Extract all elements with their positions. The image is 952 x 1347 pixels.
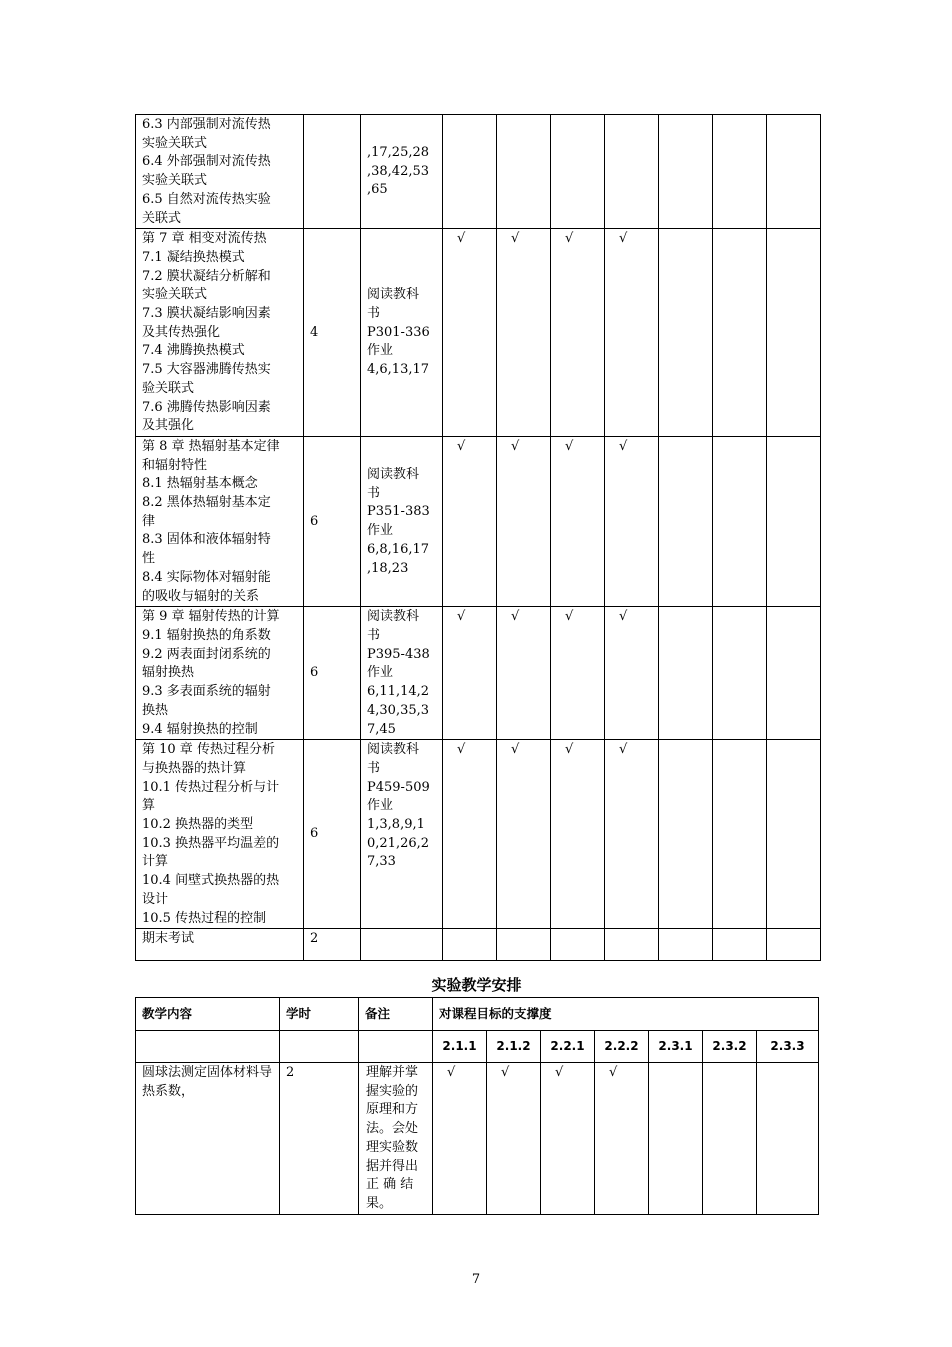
theory_rows.0.content-line: 6.5 自然对流传热实验 [142,191,271,207]
checkmark-icon: √ [555,1065,564,1080]
experiment.rows.0.notes-line: 正 确 结 [366,1177,414,1193]
theory-hours-cell: 2 [304,929,361,961]
theory-content-cell [136,436,304,606]
theory_rows.1.content-line: 7.6 沸腾传热影响因素 [142,399,271,415]
experiment.rows.0.notes-line: 理解并掌 [366,1065,419,1080]
theory_rows.3.notes-line: P395-438 [367,646,430,662]
theory-row [136,436,821,606]
theory-notes-cell [361,436,443,606]
theory_rows.2.notes-line: 书 [367,485,381,501]
objective-2-1-2: 2.1.2 [487,1031,541,1063]
experiment-notes-cell [359,1063,433,1215]
support-cell [713,740,767,929]
theory-notes-cell [361,229,443,437]
theory-hours-cell: 6 [304,436,361,606]
support-cell [713,115,767,229]
support-cell [443,115,497,229]
blank-cell [280,1031,359,1063]
theory_rows.4.content-line: 算 [142,798,156,814]
theory_rows.2.content-line: 性 [142,551,156,567]
experiment-header-row [136,998,819,1031]
theory_rows.4.content-line: 10.4 间壁式换热器的热 [142,873,280,889]
experiment-content-text: 圆球法测定固体材料导热系数， [142,1065,273,1099]
experiment-schedule-table [135,997,819,1215]
theory_rows.0.notes-line: ,17,25,28 [367,145,430,161]
theory_rows.2.content-line: 8.4 实际物体对辐射能 [142,569,271,585]
experiment-hours-cell: 2 [280,1063,359,1215]
support-cell [713,436,767,606]
theory_rows.2.content-line: 第 8 章 热辐射基本定律 [142,438,280,454]
theory_rows.3.content-line: 9.2 两表面封闭系统的 [142,646,271,662]
theory_rows.4.notes-line: 0,21,26,2 [367,835,430,851]
theory-content-cell [136,115,304,229]
objective-2-3-1: 2.3.1 [649,1031,703,1063]
theory-row [136,607,821,740]
theory-notes-cell [361,929,443,961]
support-cell [443,740,497,929]
support-cell [605,740,659,929]
support-cell [757,1063,819,1215]
experiment.rows.0.notes-line: 果。 [366,1195,393,1211]
header-hours: 学时 [280,998,359,1031]
theory_rows.3.notes-line: 阅读教科 [367,609,420,625]
theory-row [136,115,821,229]
theory_rows.0.notes-line: ,38,42,53 [367,163,430,179]
theory-content-cell [136,740,304,929]
checkmark-icon: √ [457,742,466,758]
support-cell [605,607,659,740]
theory-content-cell [136,229,304,437]
experiment.rows.0.notes-line: 据并得出 [366,1158,419,1174]
support-cell [551,607,605,740]
theory_rows.1.notes-line: 4,6,13,17 [367,362,430,378]
checkmark-icon: √ [511,231,520,247]
checkmark-icon: √ [501,1065,510,1080]
theory_rows.3.content-line: 9.1 辐射换热的角系数 [142,627,271,643]
header-support: 对课程目标的支撑度 [433,998,819,1031]
theory_rows.2.content-line: 律 [142,513,156,529]
checkmark-icon: √ [457,438,466,454]
theory_rows.1.content-line: 及其传热强化 [142,324,221,340]
theory_rows.4.content-line: 设计 [142,891,169,907]
support-cell [659,229,713,437]
theory-notes-cell [361,115,443,229]
theory_rows.2.notes-line: ,18,23 [367,560,409,576]
support-cell [497,929,551,961]
support-cell [659,929,713,961]
theory_rows.2.notes-line: 作业 [367,523,394,539]
theory-schedule-body [136,115,821,961]
support-cell [551,740,605,929]
theory_rows.4.content-line: 10.2 换热器的类型 [142,817,254,833]
theory_rows.4.notes-line: P459-509 [367,779,430,795]
checkmark-icon: √ [511,742,520,758]
support-cell [605,229,659,437]
theory-hours-cell: 6 [304,740,361,929]
theory_rows.2.notes-line: P351-383 [367,504,430,520]
checkmark-icon: √ [457,231,466,247]
theory_rows.1.content-line: 实验关联式 [142,287,208,303]
theory-hours-cell: 4 [304,229,361,437]
support-cell [497,115,551,229]
theory_rows.0.content-line: 关联式 [142,210,182,226]
support-cell [595,1063,649,1215]
theory_rows.3.content-line: 9.4 辐射换热的控制 [142,721,258,737]
support-cell [703,1063,757,1215]
theory_rows.0.notes-line: ,65 [367,182,388,198]
theory_rows.3.notes-line: 7,45 [367,721,396,737]
theory_rows.1.notes-line: 阅读教科 [367,287,420,303]
support-cell [767,229,821,437]
support-cell [551,436,605,606]
theory_rows.4.notes-line: 作业 [367,798,394,814]
theory_rows.3.notes-line: 作业 [367,665,394,681]
checkmark-icon: √ [619,609,628,625]
support-cell [497,740,551,929]
checkmark-icon: √ [511,609,520,625]
checkmark-icon: √ [565,231,574,247]
support-cell [659,607,713,740]
checkmark-icon: √ [447,1065,456,1080]
theory_rows.4.content-line: 10.5 传热过程的控制 [142,910,267,926]
experiment.rows.0.notes-line: 原理和方 [366,1102,419,1118]
experiment-rows [136,1063,819,1215]
page-number: 7 [471,1272,481,1287]
theory_rows.5.content-line: 期末考试 [142,931,195,947]
theory_rows.1.notes-line: P301-336 [367,324,430,340]
theory_rows.4.content-line: 10.3 换热器平均温差的 [142,835,280,851]
theory_rows.1.notes-line: 书 [367,306,381,322]
experiment.rows.0.notes-line: 法。会处 [366,1121,419,1137]
theory_rows.4.content-line: 与换热器的热计算 [142,760,247,776]
support-cell [551,929,605,961]
support-cell [605,115,659,229]
experiment-content-cell [136,1063,280,1215]
support-cell [605,436,659,606]
support-cell [767,607,821,740]
experiment-row [136,1063,819,1215]
support-cell [659,115,713,229]
theory-schedule-table [135,114,821,961]
checkmark-icon: √ [457,609,466,625]
support-cell [551,115,605,229]
support-cell [767,740,821,929]
support-cell [497,436,551,606]
support-cell [443,929,497,961]
theory_rows.3.content-line: 辐射换热 [142,665,195,681]
theory_rows.1.content-line: 7.4 沸腾换热模式 [142,343,245,359]
blank-cell [359,1031,433,1063]
theory_rows.3.notes-line: 4,30,35,3 [367,702,430,718]
support-cell [767,115,821,229]
support-cell [659,740,713,929]
theory-hours-cell [304,115,361,229]
objectives-header-row [136,1031,819,1063]
theory_rows.1.notes-line: 作业 [367,343,394,359]
support-cell [433,1063,487,1215]
objective-2-1-1: 2.1.1 [433,1031,487,1063]
checkmark-icon: √ [619,438,628,454]
experiment.rows.0.notes-line: 握实验的 [366,1083,419,1099]
theory-content-cell [136,607,304,740]
theory_rows.3.notes-line: 书 [367,627,381,643]
support-cell [497,607,551,740]
theory_rows.4.content-line: 10.1 传热过程分析与计 [142,779,280,795]
theory-row [136,929,821,961]
checkmark-icon: √ [619,231,628,247]
theory_rows.2.content-line: 8.3 固体和液体辐射特 [142,532,271,548]
theory_rows.4.notes-line: 1,3,8,9,1 [367,817,425,833]
theory_rows.4.content-line: 计算 [142,854,169,870]
support-cell [649,1063,703,1215]
theory_rows.2.content-line: 和辐射特性 [142,457,208,473]
theory_rows.4.content-line: 第 10 章 传热过程分析 [142,742,275,758]
support-cell [443,436,497,606]
theory_rows.1.content-line: 及其强化 [142,418,195,434]
objective-2-2-2: 2.2.2 [595,1031,649,1063]
theory_rows.1.content-line: 7.5 大容器沸腾传热实 [142,362,271,378]
checkmark-icon: √ [619,742,628,758]
theory_rows.3.content-line: 9.3 多表面系统的辐射 [142,684,271,700]
theory_rows.3.notes-line: 6,11,14,2 [367,684,430,700]
support-cell [443,229,497,437]
theory-row [136,740,821,929]
theory-content-cell [136,929,304,961]
checkmark-icon: √ [565,609,574,625]
support-cell [767,929,821,961]
objective-2-3-3: 2.3.3 [757,1031,819,1063]
header-notes: 备注 [359,998,433,1031]
checkmark-icon: √ [609,1065,618,1080]
support-cell [551,229,605,437]
theory_rows.4.notes-line: 书 [367,760,381,776]
support-cell [767,436,821,606]
support-cell [487,1063,541,1215]
theory-notes-cell [361,607,443,740]
theory_rows.4.notes-line: 7,33 [367,854,396,870]
checkmark-icon: √ [565,742,574,758]
theory_rows.1.content-line: 第 7 章 相变对流传热 [142,231,267,247]
support-cell [713,607,767,740]
theory_rows.3.content-line: 换热 [142,702,169,718]
theory_rows.2.notes-line: 6,8,16,17 [367,541,430,557]
theory_rows.1.content-line: 7.2 膜状凝结分析解和 [142,268,271,284]
theory_rows.4.notes-line: 阅读教科 [367,742,420,758]
support-cell [713,229,767,437]
theory_rows.2.content-line: 8.2 黑体热辐射基本定 [142,495,271,511]
checkmark-icon: √ [511,438,520,454]
experiment-section-title: 实验教学安排 [431,976,522,994]
support-cell [605,929,659,961]
theory_rows.0.content-line: 6.4 外部强制对流传热 [142,154,271,170]
objective-2-2-1: 2.2.1 [541,1031,595,1063]
theory_rows.2.content-line: 8.1 热辐射基本概念 [142,476,258,492]
theory_rows.0.content-line: 实验关联式 [142,135,208,151]
checkmark-icon: √ [565,438,574,454]
theory_rows.0.content-line: 实验关联式 [142,173,208,189]
objective-2-3-2: 2.3.2 [703,1031,757,1063]
theory_rows.3.content-line: 第 9 章 辐射传热的计算 [142,609,280,625]
experiment.rows.0.notes-line: 理实验数 [366,1139,419,1155]
header-content: 教学内容 [136,998,280,1031]
support-cell [497,229,551,437]
support-cell [659,436,713,606]
theory_rows.1.content-line: 7.3 膜状凝结影响因素 [142,306,271,322]
theory-notes-cell [361,740,443,929]
theory-row [136,229,821,437]
support-cell [443,607,497,740]
theory-hours-cell: 6 [304,607,361,740]
theory_rows.1.content-line: 7.1 凝结换热模式 [142,249,245,265]
theory_rows.2.content-line: 的吸收与辐射的关系 [142,588,260,604]
support-cell [541,1063,595,1215]
support-cell [713,929,767,961]
blank-cell [136,1031,280,1063]
theory_rows.1.content-line: 验关联式 [142,380,195,396]
theory_rows.2.notes-line: 阅读教科 [367,467,420,482]
theory_rows.0.content-line: 6.3 内部强制对流传热 [142,117,271,132]
